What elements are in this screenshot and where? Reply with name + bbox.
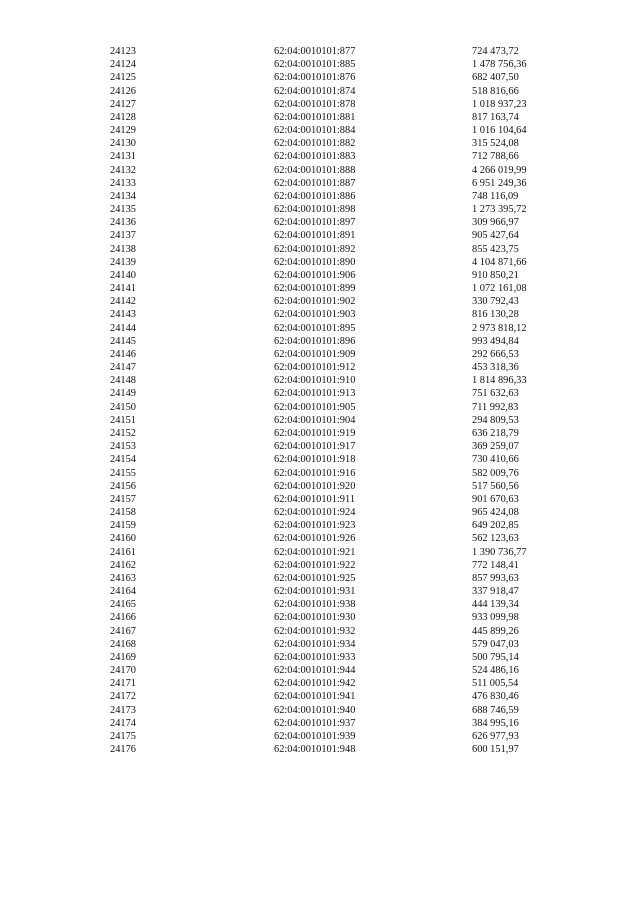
cadastral-number: 62:04:0010101:921 [274,546,356,558]
row-number: 24155 [110,467,136,479]
cadastral-value: 993 494,84 [472,335,519,347]
cadastral-value: 711 992,83 [472,401,519,413]
row-number: 24133 [110,177,136,189]
cadastral-number: 62:04:0010101:924 [274,507,356,519]
row-number: 24137 [110,230,136,242]
cadastral-value: 712 788,66 [472,151,519,163]
cadastral-number: 62:04:0010101:937 [274,717,356,729]
table-row [0,322,640,335]
cadastral-value: 649 202,85 [472,520,519,532]
row-number: 24123 [110,46,136,57]
cadastral-number: 62:04:0010101:942 [274,678,356,690]
cadastral-value: 337 918,47 [472,586,519,598]
cadastral-number: 62:04:0010101:878 [274,98,356,110]
cadastral-number: 62:04:0010101:932 [274,625,356,637]
cadastral-number: 62:04:0010101:887 [274,177,356,189]
cadastral-number: 62:04:0010101:948 [274,744,356,756]
cadastral-value: 682 407,50 [472,72,519,84]
row-number: 24128 [110,111,136,123]
cadastral-number: 62:04:0010101:940 [274,704,356,716]
row-number: 24130 [110,138,136,150]
table-row [0,427,640,440]
cadastral-value: 1 072 161,08 [472,283,527,295]
cadastral-value: 4 266 019,99 [472,164,527,176]
cadastral-number: 62:04:0010101:877 [274,46,356,57]
table-row [0,532,640,545]
row-number: 24154 [110,454,136,466]
cadastral-value: 582 009,76 [472,467,519,479]
row-number: 24168 [110,638,136,650]
row-number: 24174 [110,717,136,729]
row-number: 24140 [110,269,136,281]
table-row [0,308,640,321]
cadastral-number: 62:04:0010101:904 [274,414,356,426]
table-row [0,295,640,308]
table-row [0,243,640,256]
cadastral-number: 62:04:0010101:888 [274,164,356,176]
table-row [0,387,640,400]
cadastral-number: 62:04:0010101:913 [274,388,356,400]
cadastral-value: 905 427,64 [472,230,519,242]
cadastral-value: 294 809,53 [472,414,519,426]
table-row [0,664,640,677]
cadastral-value: 626 977,93 [472,730,519,742]
cadastral-number: 62:04:0010101:898 [274,204,356,216]
table-row [0,137,640,150]
table-row [0,150,640,163]
row-number: 24167 [110,625,136,637]
row-number: 24125 [110,72,136,84]
cadastral-value-table [0,45,640,756]
row-number: 24136 [110,217,136,229]
cadastral-value: 1 814 896,33 [472,375,527,387]
cadastral-value: 1 018 937,23 [472,98,527,110]
cadastral-number: 62:04:0010101:925 [274,572,356,584]
row-number: 24170 [110,665,136,677]
table-row [0,282,640,295]
table-row [0,690,640,703]
row-number: 24143 [110,309,136,321]
cadastral-value: 384 995,16 [472,717,519,729]
cadastral-value: 600 151,97 [472,744,519,756]
row-number: 24151 [110,414,136,426]
table-row [0,269,640,282]
row-number: 24172 [110,691,136,703]
cadastral-number: 62:04:0010101:926 [274,533,356,545]
cadastral-value: 901 670,63 [472,493,519,505]
cadastral-value: 579 047,03 [472,638,519,650]
cadastral-value: 562 123,63 [472,533,519,545]
table-row [0,190,640,203]
table-row [0,546,640,559]
table-row [0,256,640,269]
cadastral-number: 62:04:0010101:909 [274,348,356,360]
row-number: 24175 [110,730,136,742]
row-number: 24144 [110,322,136,334]
row-number: 24159 [110,520,136,532]
cadastral-number: 62:04:0010101:886 [274,190,356,202]
cadastral-value: 816 130,28 [472,309,519,321]
cadastral-number: 62:04:0010101:917 [274,441,356,453]
row-number: 24147 [110,362,136,374]
cadastral-number: 62:04:0010101:892 [274,243,356,255]
row-number: 24139 [110,256,136,268]
row-number: 24129 [110,125,136,137]
cadastral-number: 62:04:0010101:931 [274,586,356,598]
table-row [0,730,640,743]
cadastral-value: 369 259,07 [472,441,519,453]
row-number: 24124 [110,59,136,71]
table-row [0,440,640,453]
row-number: 24152 [110,427,136,439]
cadastral-number: 62:04:0010101:876 [274,72,356,84]
cadastral-number: 62:04:0010101:923 [274,520,356,532]
table-row [0,506,640,519]
table-row [0,98,640,111]
cadastral-number: 62:04:0010101:895 [274,322,356,334]
table-row [0,480,640,493]
cadastral-value: 855 423,75 [472,243,519,255]
row-number: 24149 [110,388,136,400]
cadastral-number: 62:04:0010101:916 [274,467,356,479]
table-row [0,124,640,137]
table-row [0,203,640,216]
cadastral-number: 62:04:0010101:884 [274,125,356,137]
cadastral-number: 62:04:0010101:918 [274,454,356,466]
table-row [0,164,640,177]
table-row [0,677,640,690]
table-row [0,519,640,532]
row-number: 24165 [110,599,136,611]
table-row [0,414,640,427]
table-row [0,493,640,506]
table-row [0,71,640,84]
row-number: 24132 [110,164,136,176]
cadastral-number: 62:04:0010101:881 [274,111,356,123]
cadastral-number: 62:04:0010101:882 [274,138,356,150]
row-number: 24176 [110,744,136,756]
cadastral-number: 62:04:0010101:944 [274,665,356,677]
cadastral-value: 315 524,08 [472,138,519,150]
cadastral-number: 62:04:0010101:899 [274,283,356,295]
table-row [0,229,640,242]
table-row [0,374,640,387]
table-row [0,467,640,480]
row-number: 24158 [110,507,136,519]
cadastral-value: 1 390 736,77 [472,546,527,558]
cadastral-value: 1 273 395,72 [472,204,527,216]
row-number: 24162 [110,559,136,571]
table-row [0,58,640,71]
cadastral-value: 965 424,08 [472,507,519,519]
cadastral-number: 62:04:0010101:903 [274,309,356,321]
row-number: 24160 [110,533,136,545]
cadastral-value: 476 830,46 [472,691,519,703]
cadastral-value: 330 792,43 [472,296,519,308]
cadastral-number: 62:04:0010101:905 [274,401,356,413]
table-row [0,401,640,414]
table-row [0,625,640,638]
cadastral-value: 857 993,63 [472,572,519,584]
cadastral-number: 62:04:0010101:934 [274,638,356,650]
table-row [0,361,640,374]
cadastral-number: 62:04:0010101:930 [274,612,356,624]
row-number: 24145 [110,335,136,347]
table-row [0,335,640,348]
row-number: 24126 [110,85,136,97]
row-number: 24156 [110,480,136,492]
row-number: 24157 [110,493,136,505]
table-row [0,216,640,229]
cadastral-number: 62:04:0010101:902 [274,296,356,308]
table-row [0,638,640,651]
table-row [0,45,640,58]
row-number: 24173 [110,704,136,716]
cadastral-value: 292 666,53 [472,348,519,360]
cadastral-number: 62:04:0010101:885 [274,59,356,71]
cadastral-value: 730 410,66 [472,454,519,466]
cadastral-number: 62:04:0010101:906 [274,269,356,281]
cadastral-number: 62:04:0010101:874 [274,85,356,97]
row-number: 24141 [110,283,136,295]
cadastral-value: 445 899,26 [472,625,519,637]
cadastral-value: 309 966,97 [472,217,519,229]
cadastral-value: 517 560,56 [472,480,519,492]
table-row [0,651,640,664]
cadastral-value: 688 746,59 [472,704,519,716]
cadastral-value: 518 816,66 [472,85,519,97]
table-row [0,743,640,756]
table-row [0,572,640,585]
cadastral-value: 6 951 249,36 [472,177,527,189]
cadastral-value: 748 116,09 [472,190,519,202]
cadastral-value: 453 318,36 [472,362,519,374]
cadastral-number: 62:04:0010101:939 [274,730,356,742]
cadastral-value: 1 016 104,64 [472,125,527,137]
row-number: 24161 [110,546,136,558]
row-number: 24135 [110,204,136,216]
row-number: 24148 [110,375,136,387]
cadastral-value: 933 099,98 [472,612,519,624]
table-row [0,85,640,98]
row-number: 24153 [110,441,136,453]
table-row [0,717,640,730]
cadastral-number: 62:04:0010101:896 [274,335,356,347]
table-row [0,177,640,190]
cadastral-value: 500 795,14 [472,651,519,663]
cadastral-value: 1 478 756,36 [472,59,527,71]
cadastral-value: 751 632,63 [472,388,519,400]
table-row [0,598,640,611]
cadastral-number: 62:04:0010101:919 [274,427,356,439]
cadastral-number: 62:04:0010101:922 [274,559,356,571]
row-number: 24171 [110,678,136,690]
row-number: 24138 [110,243,136,255]
row-number: 24169 [110,651,136,663]
table-row [0,611,640,624]
cadastral-number: 62:04:0010101:941 [274,691,356,703]
cadastral-number: 62:04:0010101:912 [274,362,356,374]
row-number: 24164 [110,586,136,598]
cadastral-number: 62:04:0010101:891 [274,230,356,242]
cadastral-value: 524 486,16 [472,665,519,677]
row-number: 24134 [110,190,136,202]
cadastral-number: 62:04:0010101:883 [274,151,356,163]
cadastral-value: 444 139,34 [472,599,519,611]
cadastral-value: 511 005,54 [472,678,519,690]
row-number: 24146 [110,348,136,360]
cadastral-number: 62:04:0010101:938 [274,599,356,611]
cadastral-value: 724 473,72 [472,46,519,57]
cadastral-value: 636 218,79 [472,427,519,439]
table-row [0,453,640,466]
cadastral-value: 772 148,41 [472,559,519,571]
table-row [0,585,640,598]
table-row [0,559,640,572]
row-number: 24150 [110,401,136,413]
cadastral-number: 62:04:0010101:933 [274,651,356,663]
table-row [0,111,640,124]
cadastral-number: 62:04:0010101:910 [274,375,356,387]
cadastral-number: 62:04:0010101:890 [274,256,356,268]
cadastral-value: 817 163,74 [472,111,519,123]
cadastral-value: 910 850,21 [472,269,519,281]
cadastral-number: 62:04:0010101:911 [274,493,356,505]
cadastral-value: 2 973 818,12 [472,322,527,334]
row-number: 24163 [110,572,136,584]
table-row [0,704,640,717]
row-number: 24131 [110,151,136,163]
row-number: 24127 [110,98,136,110]
row-number: 24166 [110,612,136,624]
cadastral-number: 62:04:0010101:920 [274,480,356,492]
cadastral-number: 62:04:0010101:897 [274,217,356,229]
cadastral-value: 4 104 871,66 [472,256,527,268]
row-number: 24142 [110,296,136,308]
table-row [0,348,640,361]
